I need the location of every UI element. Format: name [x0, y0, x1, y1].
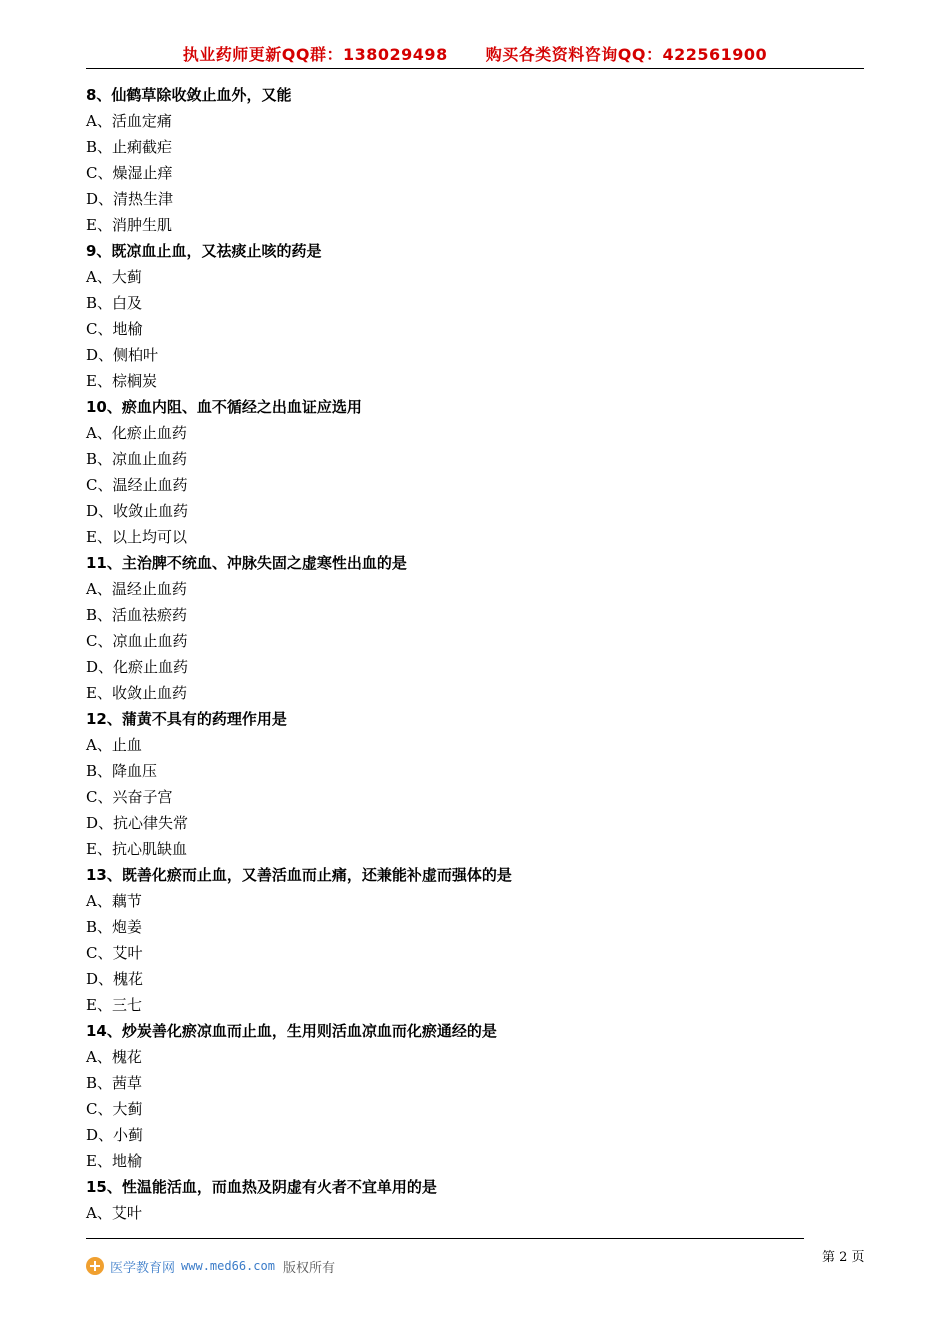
answer-option: C、艾叶: [86, 944, 143, 962]
answer-option: A、藕节: [86, 892, 142, 910]
answer-option: A、槐花: [86, 1048, 142, 1066]
answer-option: B、白及: [86, 294, 143, 312]
page-header: [86, 42, 864, 69]
footer-rights: 版权所有: [282, 1260, 335, 1276]
question-stem: 13、既善化瘀而止血，又善活血而止痛，还兼能补虚而强体的是: [86, 866, 512, 884]
answer-option: C、凉血止血药: [86, 632, 188, 650]
question-stem: 12、蒲黄不具有的药理作用是: [86, 710, 287, 728]
answer-option: D、侧柏叶: [86, 346, 159, 364]
answer-option: D、小蓟: [86, 1126, 144, 1144]
answer-option: D、清热生津: [86, 190, 174, 208]
answer-option: E、消肿生肌: [86, 216, 172, 234]
header-purchase-qq: 购买各类资料咨询QQ：422561900: [485, 45, 768, 64]
footer-divider: [86, 1238, 804, 1239]
answer-option: E、地榆: [86, 1152, 142, 1170]
answer-option: A、大蓟: [86, 268, 142, 286]
answer-option: C、大蓟: [86, 1100, 143, 1118]
answer-option: B、活血祛瘀药: [86, 606, 188, 624]
header-qq-group: 执业药师更新QQ群：138029498: [182, 45, 448, 64]
answer-option: E、抗心肌缺血: [86, 840, 187, 858]
answer-option: D、槐花: [86, 970, 144, 988]
answer-option: E、棕榈炭: [86, 372, 157, 390]
question-block: [86, 238, 866, 394]
answer-option: C、兴奋子宫: [86, 788, 173, 806]
question-block: [86, 82, 866, 238]
answer-option: D、抗心律失常: [86, 814, 189, 832]
page-footer: [86, 1254, 335, 1278]
answer-option: A、艾叶: [86, 1204, 142, 1222]
answer-option: B、茜草: [86, 1074, 143, 1092]
question-stem: 9、既凉血止血，又祛痰止咳的药是: [86, 242, 322, 260]
question-list: [86, 82, 866, 1226]
answer-option: E、以上均可以: [86, 528, 187, 546]
question-stem: 14、炒炭善化瘀凉血而止血，生用则活血凉血而化瘀通经的是: [86, 1022, 497, 1040]
question-stem: 10、瘀血内阻、血不循经之出血证应选用: [86, 398, 362, 416]
question-block: [86, 706, 866, 862]
answer-option: B、炮姜: [86, 918, 143, 936]
page-number: 第 2 页: [822, 1250, 865, 1265]
answer-option: D、化瘀止血药: [86, 658, 189, 676]
header-text: [86, 42, 864, 65]
question-block: [86, 394, 866, 550]
question-block: [86, 862, 866, 1018]
question-block: [86, 550, 866, 706]
answer-option: E、三七: [86, 996, 142, 1014]
answer-option: C、燥湿止痒: [86, 164, 173, 182]
answer-option: E、收敛止血药: [86, 684, 187, 702]
answer-option: B、降血压: [86, 762, 158, 780]
footer-url[interactable]: www.med66.com: [181, 1259, 275, 1273]
answer-option: A、温经止血药: [86, 580, 187, 598]
answer-option: A、活血定痛: [86, 112, 172, 130]
answer-option: A、止血: [86, 736, 142, 754]
question-stem: 11、主治脾不统血、冲脉失固之虚寒性出血的是: [86, 554, 407, 572]
answer-option: D、收敛止血药: [86, 502, 189, 520]
answer-option: C、地榆: [86, 320, 143, 338]
answer-option: B、凉血止血药: [86, 450, 188, 468]
answer-option: C、温经止血药: [86, 476, 188, 494]
answer-option: A、化瘀止血药: [86, 424, 187, 442]
question-block: [86, 1174, 866, 1226]
question-block: [86, 1018, 866, 1174]
medical-education-logo-icon: [86, 1257, 104, 1275]
footer-site-name[interactable]: 医学教育网: [110, 1260, 176, 1276]
question-stem: 8、仙鹤草除收敛止血外，又能: [86, 86, 292, 104]
answer-option: B、止痢截疟: [86, 138, 173, 156]
question-stem: 15、性温能活血，而血热及阴虚有火者不宜单用的是: [86, 1178, 437, 1196]
